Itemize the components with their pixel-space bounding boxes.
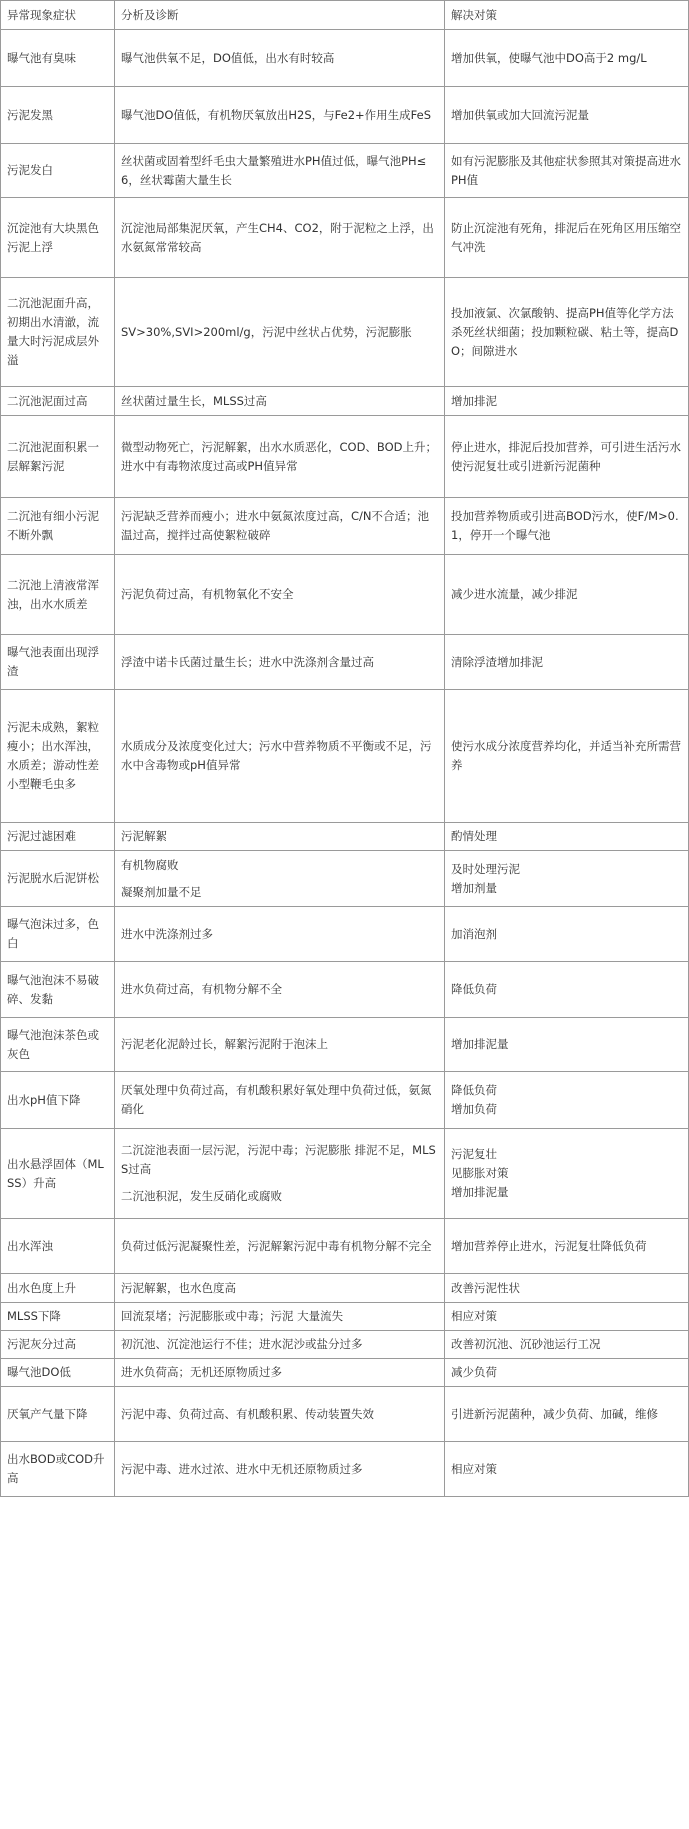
analysis-line: 污泥缺乏营养而瘦小；进水中氨氮浓度过高，C/N不合适；池温过高，搅拌过高使絮粒破碎 bbox=[121, 509, 430, 542]
analysis-cell bbox=[115, 144, 445, 198]
table-row bbox=[1, 30, 689, 87]
solution-line: 及时处理污泥 bbox=[451, 861, 520, 876]
solution-cell bbox=[445, 962, 689, 1018]
solution-cell bbox=[445, 144, 689, 198]
analysis-cell bbox=[115, 823, 445, 851]
table-row bbox=[1, 555, 689, 635]
symptom-cell: 曝气池有臭味 bbox=[1, 30, 115, 87]
analysis-line: 凝聚剂加量不足 bbox=[121, 884, 202, 899]
solution-line: 增加排泥 bbox=[451, 393, 497, 408]
analysis-line: 负荷过低污泥凝聚性差，污泥解絮污泥中毒有机物分解不完全 bbox=[121, 1238, 432, 1253]
symptom-cell: 出水色度上升 bbox=[1, 1274, 115, 1303]
table-row bbox=[1, 498, 689, 555]
analysis-line: 有机物腐败 bbox=[121, 857, 179, 872]
analysis-cell bbox=[115, 1018, 445, 1072]
solution-line: 改善初沉池、沉砂池运行工况 bbox=[451, 1337, 601, 1351]
analysis-cell bbox=[115, 962, 445, 1018]
line-gap bbox=[121, 1179, 438, 1187]
solution-line: 增加供氧或加大回流污泥量 bbox=[451, 107, 589, 122]
symptom-cell: 出水BOD或COD升高 bbox=[1, 1442, 115, 1497]
analysis-cell bbox=[115, 1072, 445, 1129]
table-row bbox=[1, 1359, 689, 1387]
symptom-cell: 出水悬浮固体（MLSS）升高 bbox=[1, 1129, 115, 1219]
table-row bbox=[1, 278, 689, 387]
symptom-cell: 二沉池泥面升高，初期出水清澈，流量大时污泥成层外溢 bbox=[1, 278, 115, 387]
line-gap bbox=[121, 875, 438, 883]
symptom-cell: 曝气池泡沫茶色或灰色 bbox=[1, 1018, 115, 1072]
table-row bbox=[1, 1303, 689, 1331]
table-row bbox=[1, 1072, 689, 1129]
symptom-cell: 二沉池泥面过高 bbox=[1, 387, 115, 416]
symptom-cell: 曝气泡沫过多，色白 bbox=[1, 907, 115, 962]
analysis-line: 二沉池积泥，发生反硝化或腐败 bbox=[121, 1189, 282, 1203]
analysis-cell bbox=[115, 416, 445, 498]
solution-cell bbox=[445, 1331, 689, 1359]
solution-line: 见膨胀对策 bbox=[451, 1166, 509, 1180]
symptom-cell: 厌氧产气量下降 bbox=[1, 1387, 115, 1442]
solution-cell bbox=[445, 498, 689, 555]
solution-cell bbox=[445, 1303, 689, 1331]
analysis-cell bbox=[115, 690, 445, 823]
solution-line: 减少负荷 bbox=[451, 1365, 497, 1379]
table-row bbox=[1, 144, 689, 198]
solution-line: 引进新污泥菌种，减少负荷、加碱，维修 bbox=[451, 1406, 658, 1421]
table-row bbox=[1, 1018, 689, 1072]
analysis-cell bbox=[115, 30, 445, 87]
analysis-line: 厌氧处理中负荷过高，有机酸积累好氧处理中负荷过低，氨氮硝化 bbox=[121, 1083, 432, 1116]
solution-cell bbox=[445, 690, 689, 823]
solution-line: 改善污泥性状 bbox=[451, 1280, 520, 1295]
symptom-cell: MLSS下降 bbox=[1, 1303, 115, 1331]
solution-cell bbox=[445, 387, 689, 416]
analysis-line: 进水负荷过高，有机物分解不全 bbox=[121, 982, 282, 996]
analysis-line: 回流泵堵；污泥膨胀或中毒；污泥 大量流失 bbox=[121, 1309, 344, 1323]
solution-line: 清除浮渣增加排泥 bbox=[451, 654, 543, 669]
solution-line: 相应对策 bbox=[451, 1461, 497, 1476]
solution-cell bbox=[445, 555, 689, 635]
analysis-line: 进水中洗涤剂过多 bbox=[121, 926, 213, 941]
solution-cell bbox=[445, 635, 689, 690]
solution-cell bbox=[445, 278, 689, 387]
analysis-line: SV>30%,SVI>200ml/g，污泥中丝状占优势，污泥膨胀 bbox=[121, 324, 412, 339]
symptom-cell: 污泥脱水后泥饼松 bbox=[1, 851, 115, 907]
solution-line: 停止进水，排泥后投加营养，可引进生活污水使污泥复壮或引进新污泥菌种 bbox=[451, 439, 681, 473]
solution-line: 增加营养停止进水，污泥复壮降低负荷 bbox=[451, 1238, 647, 1253]
table-row bbox=[1, 1274, 689, 1303]
solution-line: 增加供氧，使曝气池中DO高于2 mg/L bbox=[451, 50, 647, 65]
solution-cell bbox=[445, 1129, 689, 1219]
header-solution: 解决对策 bbox=[445, 1, 689, 30]
solution-cell bbox=[445, 1442, 689, 1497]
analysis-cell bbox=[115, 555, 445, 635]
symptom-cell: 出水浑浊 bbox=[1, 1219, 115, 1274]
solution-cell bbox=[445, 416, 689, 498]
solution-line: 污泥复壮 bbox=[451, 1147, 497, 1161]
table-row bbox=[1, 635, 689, 690]
table-row bbox=[1, 87, 689, 144]
analysis-cell bbox=[115, 87, 445, 144]
solution-cell bbox=[445, 1274, 689, 1303]
table-row bbox=[1, 1129, 689, 1219]
solution-line: 增加负荷 bbox=[451, 1102, 497, 1116]
solution-line: 增加剂量 bbox=[451, 880, 497, 895]
analysis-cell bbox=[115, 1274, 445, 1303]
solution-line: 投加营养物质或引进高BOD污水，使F/M>0.1，停开一个曝气池 bbox=[451, 509, 679, 542]
analysis-line: 污泥解絮 bbox=[121, 829, 167, 843]
analysis-line: 曝气池DO值低，有机物厌氧放出H2S，与Fe2+作用生成FeS bbox=[121, 107, 432, 122]
analysis-cell bbox=[115, 278, 445, 387]
symptom-cell: 曝气池表面出现浮渣 bbox=[1, 635, 115, 690]
analysis-line: 初沉池、沉淀池运行不佳；进水泥沙或盐分过多 bbox=[121, 1337, 363, 1351]
solution-cell bbox=[445, 30, 689, 87]
analysis-line: 污泥中毒、负荷过高、有机酸积累、传动装置失效 bbox=[121, 1406, 374, 1421]
analysis-cell bbox=[115, 198, 445, 278]
table-row bbox=[1, 690, 689, 823]
solution-line: 降低负荷 bbox=[451, 1083, 497, 1097]
table-row bbox=[1, 1387, 689, 1442]
analysis-cell bbox=[115, 1303, 445, 1331]
analysis-line: 丝状菌或固着型纤毛虫大量繁殖进水PH值过低，曝气池PH≤6，丝状霉菌大量生长 bbox=[121, 153, 427, 187]
analysis-cell bbox=[115, 1331, 445, 1359]
analysis-line: 污泥老化泥龄过长，解絮污泥附于泡沫上 bbox=[121, 1037, 328, 1051]
table-row bbox=[1, 1331, 689, 1359]
header-analysis: 分析及诊断 bbox=[115, 1, 445, 30]
analysis-cell bbox=[115, 498, 445, 555]
symptom-cell: 污泥发白 bbox=[1, 144, 115, 198]
analysis-line: 曝气池供氧不足，DO值低，出水有时较高 bbox=[121, 50, 335, 65]
header-symptom: 异常现象症状 bbox=[1, 1, 115, 30]
solution-line: 相应对策 bbox=[451, 1309, 497, 1323]
analysis-cell bbox=[115, 1442, 445, 1497]
symptom-cell: 污泥灰分过高 bbox=[1, 1331, 115, 1359]
solution-line: 加消泡剂 bbox=[451, 926, 497, 941]
analysis-line: 浮渣中诺卡氏菌过量生长；进水中洗涤剂含量过高 bbox=[121, 654, 374, 669]
solution-line: 投加液氯、次氯酸钠、提高PH值等化学方法杀死丝状细菌；投加颗粒碳、粘土等，提高DO；间隙进水 bbox=[451, 305, 679, 358]
analysis-line: 沉淀池局部集泥厌氧，产生CH4、CO2，附于泥粒之上浮，出水氨氮常常较高 bbox=[121, 220, 434, 254]
analysis-line: 进水负荷高；无机还原物质过多 bbox=[121, 1365, 282, 1379]
table-row bbox=[1, 907, 689, 962]
analysis-line: 污泥中毒、进水过浓、进水中无机还原物质过多 bbox=[121, 1461, 363, 1476]
solution-cell bbox=[445, 1072, 689, 1129]
solution-cell bbox=[445, 87, 689, 144]
solution-cell bbox=[445, 823, 689, 851]
analysis-line: 二沉淀池表面一层污泥，污泥中毒；污泥膨胀 排泥不足，MLSS过高 bbox=[121, 1143, 436, 1176]
analysis-cell bbox=[115, 635, 445, 690]
solution-line: 使污水成分浓度营养均化，并适当补充所需营养 bbox=[451, 739, 681, 772]
symptom-cell: 二沉池有细小污泥不断外飘 bbox=[1, 498, 115, 555]
table-row bbox=[1, 823, 689, 851]
symptom-cell: 二沉池泥面积累一层解絮污泥 bbox=[1, 416, 115, 498]
table-row bbox=[1, 416, 689, 498]
solution-line: 防止沉淀池有死角，排泥后在死角区用压缩空气冲洗 bbox=[451, 220, 681, 254]
analysis-cell bbox=[115, 1359, 445, 1387]
analysis-cell bbox=[115, 1129, 445, 1219]
analysis-cell bbox=[115, 851, 445, 907]
symptom-cell: 沉淀池有大块黑色污泥上浮 bbox=[1, 198, 115, 278]
analysis-line: 微型动物死亡，污泥解絮，出水水质恶化，COD、BOD上升；进水中有毒物浓度过高或PH值异常 bbox=[121, 439, 438, 473]
symptom-cell: 二沉池上清液常浑浊，出水水质差 bbox=[1, 555, 115, 635]
analysis-line: 污泥解絮，也水色度高 bbox=[121, 1280, 236, 1295]
symptom-cell: 污泥发黑 bbox=[1, 87, 115, 144]
table-row bbox=[1, 198, 689, 278]
analysis-line: 污泥负荷过高，有机物氧化不安全 bbox=[121, 587, 294, 601]
table-row bbox=[1, 1219, 689, 1274]
analysis-cell bbox=[115, 907, 445, 962]
symptom-cell: 污泥未成熟，絮粒瘦小；出水浑浊，水质差；游动性差小型鞭毛虫多 bbox=[1, 690, 115, 823]
table-row bbox=[1, 387, 689, 416]
analysis-cell bbox=[115, 387, 445, 416]
solution-line: 增加排泥量 bbox=[451, 1185, 509, 1199]
analysis-line: 水质成分及浓度变化过大；污水中营养物质不平衡或不足，污水中含毒物或pH值异常 bbox=[121, 739, 432, 772]
table-row bbox=[1, 962, 689, 1018]
solution-line: 增加排泥量 bbox=[451, 1037, 509, 1051]
solution-line: 降低负荷 bbox=[451, 982, 497, 996]
solution-line: 减少进水流量，减少排泥 bbox=[451, 587, 578, 601]
solution-cell bbox=[445, 1387, 689, 1442]
solution-cell bbox=[445, 1219, 689, 1274]
solution-cell bbox=[445, 1359, 689, 1387]
solution-cell bbox=[445, 851, 689, 907]
solution-cell bbox=[445, 198, 689, 278]
table-row bbox=[1, 851, 689, 907]
solution-line: 如有污泥膨胀及其他症状参照其对策提高进水PH值 bbox=[451, 153, 681, 187]
table-row bbox=[1, 1442, 689, 1497]
symptom-cell: 出水pH值下降 bbox=[1, 1072, 115, 1129]
symptom-cell: 污泥过滤困难 bbox=[1, 823, 115, 851]
symptom-cell: 曝气池DO低 bbox=[1, 1359, 115, 1387]
analysis-cell bbox=[115, 1219, 445, 1274]
symptom-cell: 曝气池泡沫不易破碎、发黏 bbox=[1, 962, 115, 1018]
solution-line: 酌情处理 bbox=[451, 829, 497, 843]
solution-cell bbox=[445, 907, 689, 962]
analysis-cell bbox=[115, 1387, 445, 1442]
analysis-line: 丝状菌过量生长，MLSS过高 bbox=[121, 393, 267, 408]
solution-cell bbox=[445, 1018, 689, 1072]
table-header-row bbox=[1, 1, 689, 30]
